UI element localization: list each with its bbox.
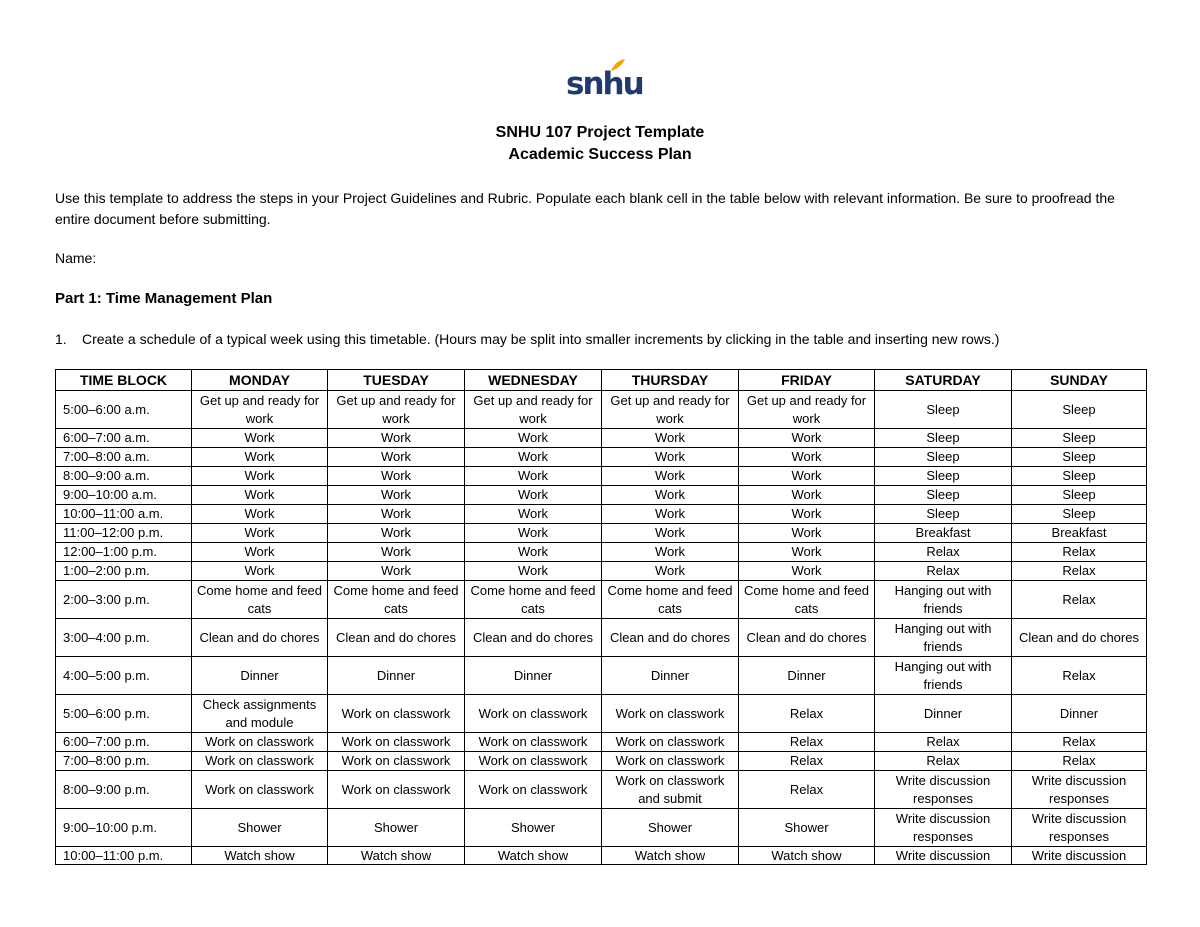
time-block-cell[interactable]: 9:00–10:00 p.m. [56, 809, 192, 847]
schedule-cell[interactable]: Work [602, 486, 739, 505]
schedule-cell[interactable]: Sleep [875, 505, 1012, 524]
schedule-cell[interactable]: Hanging out with friends [875, 581, 1012, 619]
schedule-cell[interactable]: Dinner [1012, 695, 1147, 733]
schedule-cell[interactable]: Watch show [739, 847, 875, 865]
schedule-cell[interactable]: Work [465, 429, 602, 448]
schedule-cell[interactable]: Come home and feed cats [192, 581, 328, 619]
schedule-cell[interactable]: Work [328, 505, 465, 524]
schedule-cell[interactable]: Sleep [875, 448, 1012, 467]
schedule-cell[interactable]: Work on classwork [602, 695, 739, 733]
table-row [56, 752, 1147, 771]
schedule-cell[interactable]: Sleep [1012, 448, 1147, 467]
schedule-cell[interactable]: Write discussion responses [1012, 771, 1147, 809]
schedule-cell[interactable]: Work [192, 543, 328, 562]
time-block-cell[interactable]: 7:00–8:00 a.m. [56, 448, 192, 467]
schedule-cell[interactable]: Work [192, 524, 328, 543]
schedule-cell[interactable]: Get up and ready for work [328, 391, 465, 429]
header-time-block: TIME BLOCK [56, 370, 192, 391]
header-day: MONDAY [192, 370, 328, 391]
time-block-cell[interactable]: 10:00–11:00 a.m. [56, 505, 192, 524]
schedule-cell[interactable]: Work [328, 429, 465, 448]
table-row [56, 657, 1147, 695]
schedule-cell[interactable]: Clean and do chores [465, 619, 602, 657]
schedule-cell[interactable]: Watch show [465, 847, 602, 865]
schedule-cell[interactable]: Clean and do chores [328, 619, 465, 657]
table-row [56, 733, 1147, 752]
schedule-cell[interactable]: Work [602, 429, 739, 448]
schedule-cell[interactable]: Watch show [192, 847, 328, 865]
schedule-cell[interactable]: Work [192, 448, 328, 467]
schedule-cell[interactable]: Relax [1012, 562, 1147, 581]
header-day: SATURDAY [875, 370, 1012, 391]
table-body [56, 391, 1147, 865]
document-title: SNHU 107 Project Template [495, 124, 705, 141]
table-row [56, 581, 1147, 619]
schedule-cell[interactable]: Sleep [875, 429, 1012, 448]
schedule-cell[interactable]: Work on classwork [465, 771, 602, 809]
schedule-cell[interactable]: Work [192, 429, 328, 448]
table-row [56, 486, 1147, 505]
schedule-cell[interactable]: Work on classwork [465, 752, 602, 771]
schedule-cell[interactable]: Sleep [1012, 391, 1147, 429]
table-row [56, 505, 1147, 524]
schedule-cell[interactable]: Shower [192, 809, 328, 847]
schedule-cell[interactable]: Get up and ready for work [602, 391, 739, 429]
logo-wordmark: snhu [566, 66, 643, 102]
table-row [56, 448, 1147, 467]
schedule-cell[interactable]: Relax [739, 733, 875, 752]
time-block-cell[interactable]: 8:00–9:00 a.m. [56, 467, 192, 486]
schedule-cell[interactable]: Work [465, 524, 602, 543]
schedule-cell[interactable]: Work [192, 486, 328, 505]
time-block-cell[interactable]: 2:00–3:00 p.m. [56, 581, 192, 619]
schedule-cell[interactable]: Write discussion responses [1012, 809, 1147, 847]
schedule-cell[interactable]: Get up and ready for work [465, 391, 602, 429]
schedule-cell[interactable]: Work [465, 467, 602, 486]
step-text: Create a schedule of a typical week using this timetable. (Hours may be split into smaller increments by clicking in the table and inserting new rows.) [82, 331, 1000, 347]
schedule-cell[interactable]: Hanging out with friends [875, 657, 1012, 695]
schedule-cell[interactable]: Sleep [875, 391, 1012, 429]
schedule-cell[interactable]: Work [192, 505, 328, 524]
schedule-cell[interactable]: Work on classwork [602, 752, 739, 771]
schedule-cell[interactable]: Write discussion [1012, 847, 1147, 865]
schedule-cell[interactable]: Watch show [328, 847, 465, 865]
table-row [56, 695, 1147, 733]
schedule-cell[interactable]: Work [328, 562, 465, 581]
schedule-cell[interactable]: Shower [465, 809, 602, 847]
part1-heading: Part 1: Time Management Plan [55, 290, 273, 307]
schedule-cell[interactable]: Relax [875, 562, 1012, 581]
schedule-cell[interactable]: Sleep [1012, 467, 1147, 486]
name-label: Name: [55, 250, 97, 266]
schedule-cell[interactable]: Work [602, 505, 739, 524]
schedule-cell[interactable]: Work [192, 467, 328, 486]
table-row [56, 429, 1147, 448]
schedule-cell[interactable]: Clean and do chores [602, 619, 739, 657]
time-block-cell[interactable]: 12:00–1:00 p.m. [56, 543, 192, 562]
schedule-cell[interactable]: Work [192, 562, 328, 581]
time-block-cell[interactable]: 10:00–11:00 p.m. [56, 847, 192, 865]
table-row [56, 619, 1147, 657]
schedule-cell[interactable]: Work [739, 543, 875, 562]
time-block-cell[interactable]: 11:00–12:00 p.m. [56, 524, 192, 543]
schedule-cell[interactable]: Shower [739, 809, 875, 847]
time-block-cell[interactable]: 1:00–2:00 p.m. [56, 562, 192, 581]
step-number: 1. [55, 331, 67, 347]
schedule-cell[interactable]: Sleep [875, 467, 1012, 486]
schedule-cell[interactable]: Work [602, 562, 739, 581]
step-1 [55, 331, 999, 347]
time-block-cell[interactable]: 7:00–8:00 p.m. [56, 752, 192, 771]
schedule-cell[interactable]: Relax [1012, 543, 1147, 562]
header-day: TUESDAY [328, 370, 465, 391]
schedule-cell[interactable]: Work [739, 448, 875, 467]
schedule-cell[interactable]: Work on classwork [192, 733, 328, 752]
table-row [56, 562, 1147, 581]
schedule-cell[interactable]: Work [739, 467, 875, 486]
schedule-cell[interactable]: Get up and ready for work [739, 391, 875, 429]
schedule-cell[interactable]: Work on classwork [465, 695, 602, 733]
schedule-cell[interactable]: Work [328, 524, 465, 543]
schedule-cell[interactable]: Dinner [875, 695, 1012, 733]
schedule-cell[interactable]: Dinner [465, 657, 602, 695]
schedule-cell[interactable]: Work [465, 448, 602, 467]
schedule-cell[interactable]: Sleep [1012, 486, 1147, 505]
time-block-cell[interactable]: 6:00–7:00 p.m. [56, 733, 192, 752]
schedule-cell[interactable]: Shower [328, 809, 465, 847]
time-block-cell[interactable]: 8:00–9:00 p.m. [56, 771, 192, 809]
schedule-cell[interactable]: Write discussion responses [875, 771, 1012, 809]
schedule-cell[interactable]: Hanging out with friends [875, 619, 1012, 657]
schedule-cell[interactable]: Relax [1012, 581, 1147, 619]
schedule-cell[interactable]: Relax [875, 543, 1012, 562]
schedule-cell[interactable]: Work [602, 543, 739, 562]
schedule-cell[interactable]: Work [328, 467, 465, 486]
schedule-cell[interactable]: Dinner [739, 657, 875, 695]
schedule-cell[interactable]: Relax [739, 695, 875, 733]
table-row [56, 543, 1147, 562]
schedule-cell[interactable]: Come home and feed cats [602, 581, 739, 619]
schedule-cell[interactable]: Work [739, 486, 875, 505]
schedule-cell[interactable]: Come home and feed cats [739, 581, 875, 619]
table-row [56, 771, 1147, 809]
schedule-cell[interactable]: Write discussion responses [875, 809, 1012, 847]
header-day: THURSDAY [602, 370, 739, 391]
table-row [56, 809, 1147, 847]
header-day: SUNDAY [1012, 370, 1147, 391]
schedule-cell[interactable]: Relax [739, 771, 875, 809]
schedule-cell[interactable]: Work [739, 505, 875, 524]
header-day: WEDNESDAY [465, 370, 602, 391]
schedule-cell[interactable]: Come home and feed cats [465, 581, 602, 619]
table-row [56, 467, 1147, 486]
schedule-cell[interactable]: Work on classwork [192, 771, 328, 809]
time-block-cell[interactable]: 5:00–6:00 a.m. [56, 391, 192, 429]
time-block-cell[interactable]: 4:00–5:00 p.m. [56, 657, 192, 695]
schedule-cell[interactable]: Work [602, 467, 739, 486]
schedule-cell[interactable]: Sleep [1012, 505, 1147, 524]
schedule-cell[interactable]: Work [328, 543, 465, 562]
schedule-table [55, 369, 1147, 865]
schedule-cell[interactable]: Breakfast [875, 524, 1012, 543]
schedule-cell[interactable]: Relax [875, 752, 1012, 771]
schedule-cell[interactable]: Clean and do chores [192, 619, 328, 657]
schedule-cell[interactable]: Work [465, 562, 602, 581]
time-block-cell[interactable]: 6:00–7:00 a.m. [56, 429, 192, 448]
schedule-cell[interactable]: Work [465, 486, 602, 505]
time-block-cell[interactable]: 3:00–4:00 p.m. [56, 619, 192, 657]
schedule-cell[interactable]: Relax [875, 733, 1012, 752]
schedule-cell[interactable]: Work on classwork [328, 695, 465, 733]
schedule-cell[interactable]: Relax [1012, 657, 1147, 695]
schedule-cell[interactable]: Relax [739, 752, 875, 771]
schedule-cell[interactable]: Work [602, 524, 739, 543]
schedule-cell[interactable]: Clean and do chores [739, 619, 875, 657]
header-day: FRIDAY [739, 370, 875, 391]
time-block-cell[interactable]: 5:00–6:00 p.m. [56, 695, 192, 733]
schedule-cell[interactable]: Work [465, 505, 602, 524]
schedule-cell[interactable]: Work on classwork [328, 771, 465, 809]
schedule-cell[interactable]: Sleep [1012, 429, 1147, 448]
schedule-cell[interactable]: Clean and do chores [1012, 619, 1147, 657]
schedule-cell[interactable]: Get up and ready for work [192, 391, 328, 429]
schedule-cell[interactable]: Work [465, 543, 602, 562]
schedule-cell[interactable]: Write discussion [875, 847, 1012, 865]
snhu-logo [566, 58, 643, 104]
table-header-row [56, 370, 1147, 391]
schedule-cell[interactable]: Work on classwork [602, 733, 739, 752]
schedule-cell[interactable]: Work on classwork [192, 752, 328, 771]
schedule-cell[interactable]: Relax [1012, 752, 1147, 771]
schedule-cell[interactable]: Work [328, 448, 465, 467]
schedule-cell[interactable]: Work [739, 562, 875, 581]
leaf-icon [610, 58, 626, 72]
schedule-cell[interactable]: Come home and feed cats [328, 581, 465, 619]
time-block-cell[interactable]: 9:00–10:00 a.m. [56, 486, 192, 505]
schedule-cell[interactable]: Shower [602, 809, 739, 847]
document-subtitle: Academic Success Plan [508, 146, 692, 163]
schedule-cell[interactable]: Dinner [328, 657, 465, 695]
intro-paragraph: Use this template to address the steps in your Project Guidelines and Rubric. Populate each blank cell in the table below with relevant information. Be sure to proofread the entire document before submitting. [55, 190, 1115, 227]
schedule-cell[interactable]: Work on classwork [328, 752, 465, 771]
schedule-cell[interactable]: Breakfast [1012, 524, 1147, 543]
schedule-cell[interactable]: Relax [1012, 733, 1147, 752]
schedule-cell[interactable]: Work on classwork and submit [602, 771, 739, 809]
schedule-cell[interactable]: Dinner [602, 657, 739, 695]
schedule-cell[interactable]: Sleep [875, 486, 1012, 505]
schedule-cell[interactable]: Work [328, 486, 465, 505]
table-row [56, 524, 1147, 543]
table-row [56, 391, 1147, 429]
schedule-cell[interactable]: Watch show [602, 847, 739, 865]
schedule-cell[interactable]: Dinner [192, 657, 328, 695]
schedule-cell[interactable]: Work [739, 429, 875, 448]
schedule-cell[interactable]: Work on classwork [328, 733, 465, 752]
table-row [56, 847, 1147, 865]
schedule-cell[interactable]: Work [739, 524, 875, 543]
schedule-cell[interactable]: Check assignments and module [192, 695, 328, 733]
schedule-cell[interactable]: Work on classwork [465, 733, 602, 752]
schedule-cell[interactable]: Work [602, 448, 739, 467]
